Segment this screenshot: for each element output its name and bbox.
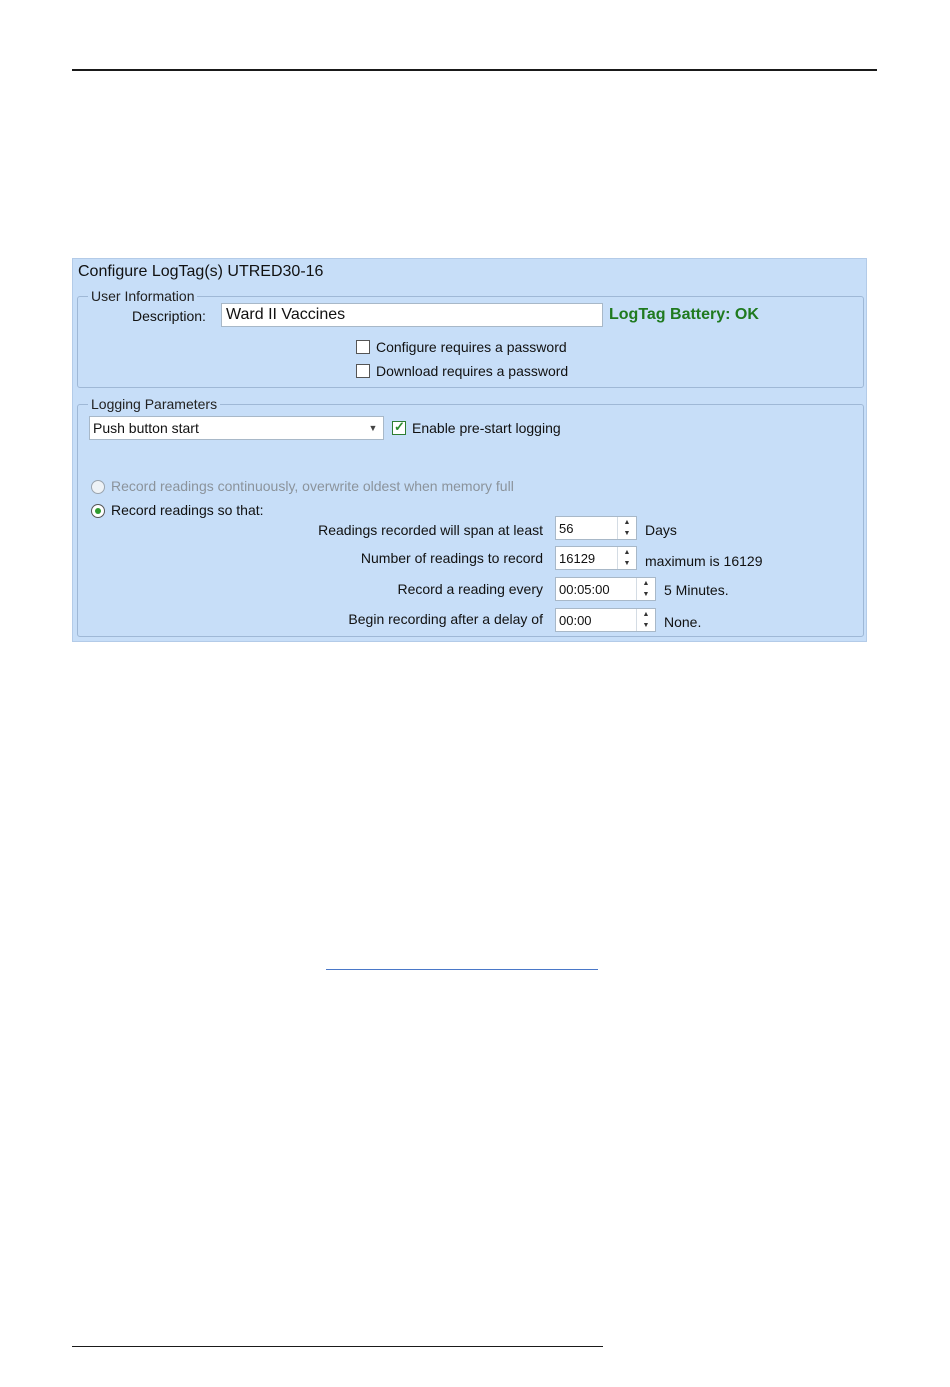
spin-up-icon[interactable]: ▲	[642, 580, 650, 587]
span-value: 56	[559, 521, 574, 536]
configure-password-checkbox[interactable]	[356, 340, 370, 354]
dialog-title: Configure LogTag(s) UTRED30-16	[78, 263, 324, 280]
spin-down-icon[interactable]: ▼	[642, 591, 650, 598]
start-mode-select[interactable]	[89, 416, 384, 440]
count-spin-buttons[interactable]	[617, 547, 636, 569]
footer-rule	[72, 1346, 603, 1347]
spin-down-icon[interactable]: ▼	[623, 530, 631, 537]
link-underline	[326, 969, 598, 970]
count-maximum: maximum is 16129	[645, 553, 763, 569]
check-icon: ✓	[394, 419, 405, 434]
header-rule	[72, 69, 877, 71]
start-mode-value: Push button start	[93, 420, 199, 436]
span-unit: Days	[645, 522, 677, 538]
spin-down-icon[interactable]: ▼	[642, 622, 650, 629]
record-continuously-radio	[91, 480, 105, 494]
count-label: Number of readings to record	[360, 550, 543, 566]
description-input[interactable]: Ward II Vaccines	[221, 303, 603, 327]
user-information-group	[77, 288, 864, 388]
record-continuously-label: Record readings continuously, overwrite oldest when memory full	[111, 478, 514, 494]
prestart-logging-checkbox[interactable]	[392, 421, 406, 435]
configure-password-label[interactable]: Configure requires a password	[376, 339, 567, 355]
interval-spinner[interactable]	[555, 577, 656, 601]
span-label: Readings recorded will span at least	[318, 522, 543, 538]
download-password-checkbox[interactable]	[356, 364, 370, 378]
span-spinner[interactable]	[555, 516, 637, 540]
prestart-logging-label[interactable]: Enable pre-start logging	[412, 420, 561, 436]
delay-label: Begin recording after a delay of	[348, 611, 543, 627]
interval-spin-buttons[interactable]	[636, 578, 655, 600]
battery-status: LogTag Battery: OK	[609, 306, 759, 323]
description-label: Description:	[132, 308, 206, 324]
count-spinner[interactable]	[555, 546, 637, 570]
delay-value: 00:00	[559, 613, 592, 628]
logging-parameters-group	[77, 396, 864, 637]
configure-dialog	[72, 258, 867, 642]
record-so-that-radio[interactable]	[91, 504, 105, 518]
delay-spinner[interactable]	[555, 608, 656, 632]
chevron-down-icon[interactable]: ▼	[368, 423, 378, 433]
logging-parameters-legend: Logging Parameters	[88, 396, 220, 412]
radio-selected-dot	[95, 508, 101, 514]
interval-label: Record a reading every	[397, 581, 543, 597]
delay-description: None.	[664, 614, 702, 630]
spin-down-icon[interactable]: ▼	[623, 560, 631, 567]
download-password-label[interactable]: Download requires a password	[376, 363, 569, 379]
delay-spin-buttons[interactable]	[636, 609, 655, 631]
span-spin-buttons[interactable]	[617, 517, 636, 539]
user-information-legend: User Information	[88, 288, 197, 304]
spin-up-icon[interactable]: ▲	[623, 549, 631, 556]
record-so-that-label[interactable]: Record readings so that:	[111, 502, 264, 518]
count-value: 16129	[559, 551, 596, 566]
interval-value: 00:05:00	[559, 582, 610, 597]
spin-up-icon[interactable]: ▲	[623, 519, 631, 526]
spin-up-icon[interactable]: ▲	[642, 611, 650, 618]
interval-description: 5 Minutes.	[664, 582, 729, 598]
